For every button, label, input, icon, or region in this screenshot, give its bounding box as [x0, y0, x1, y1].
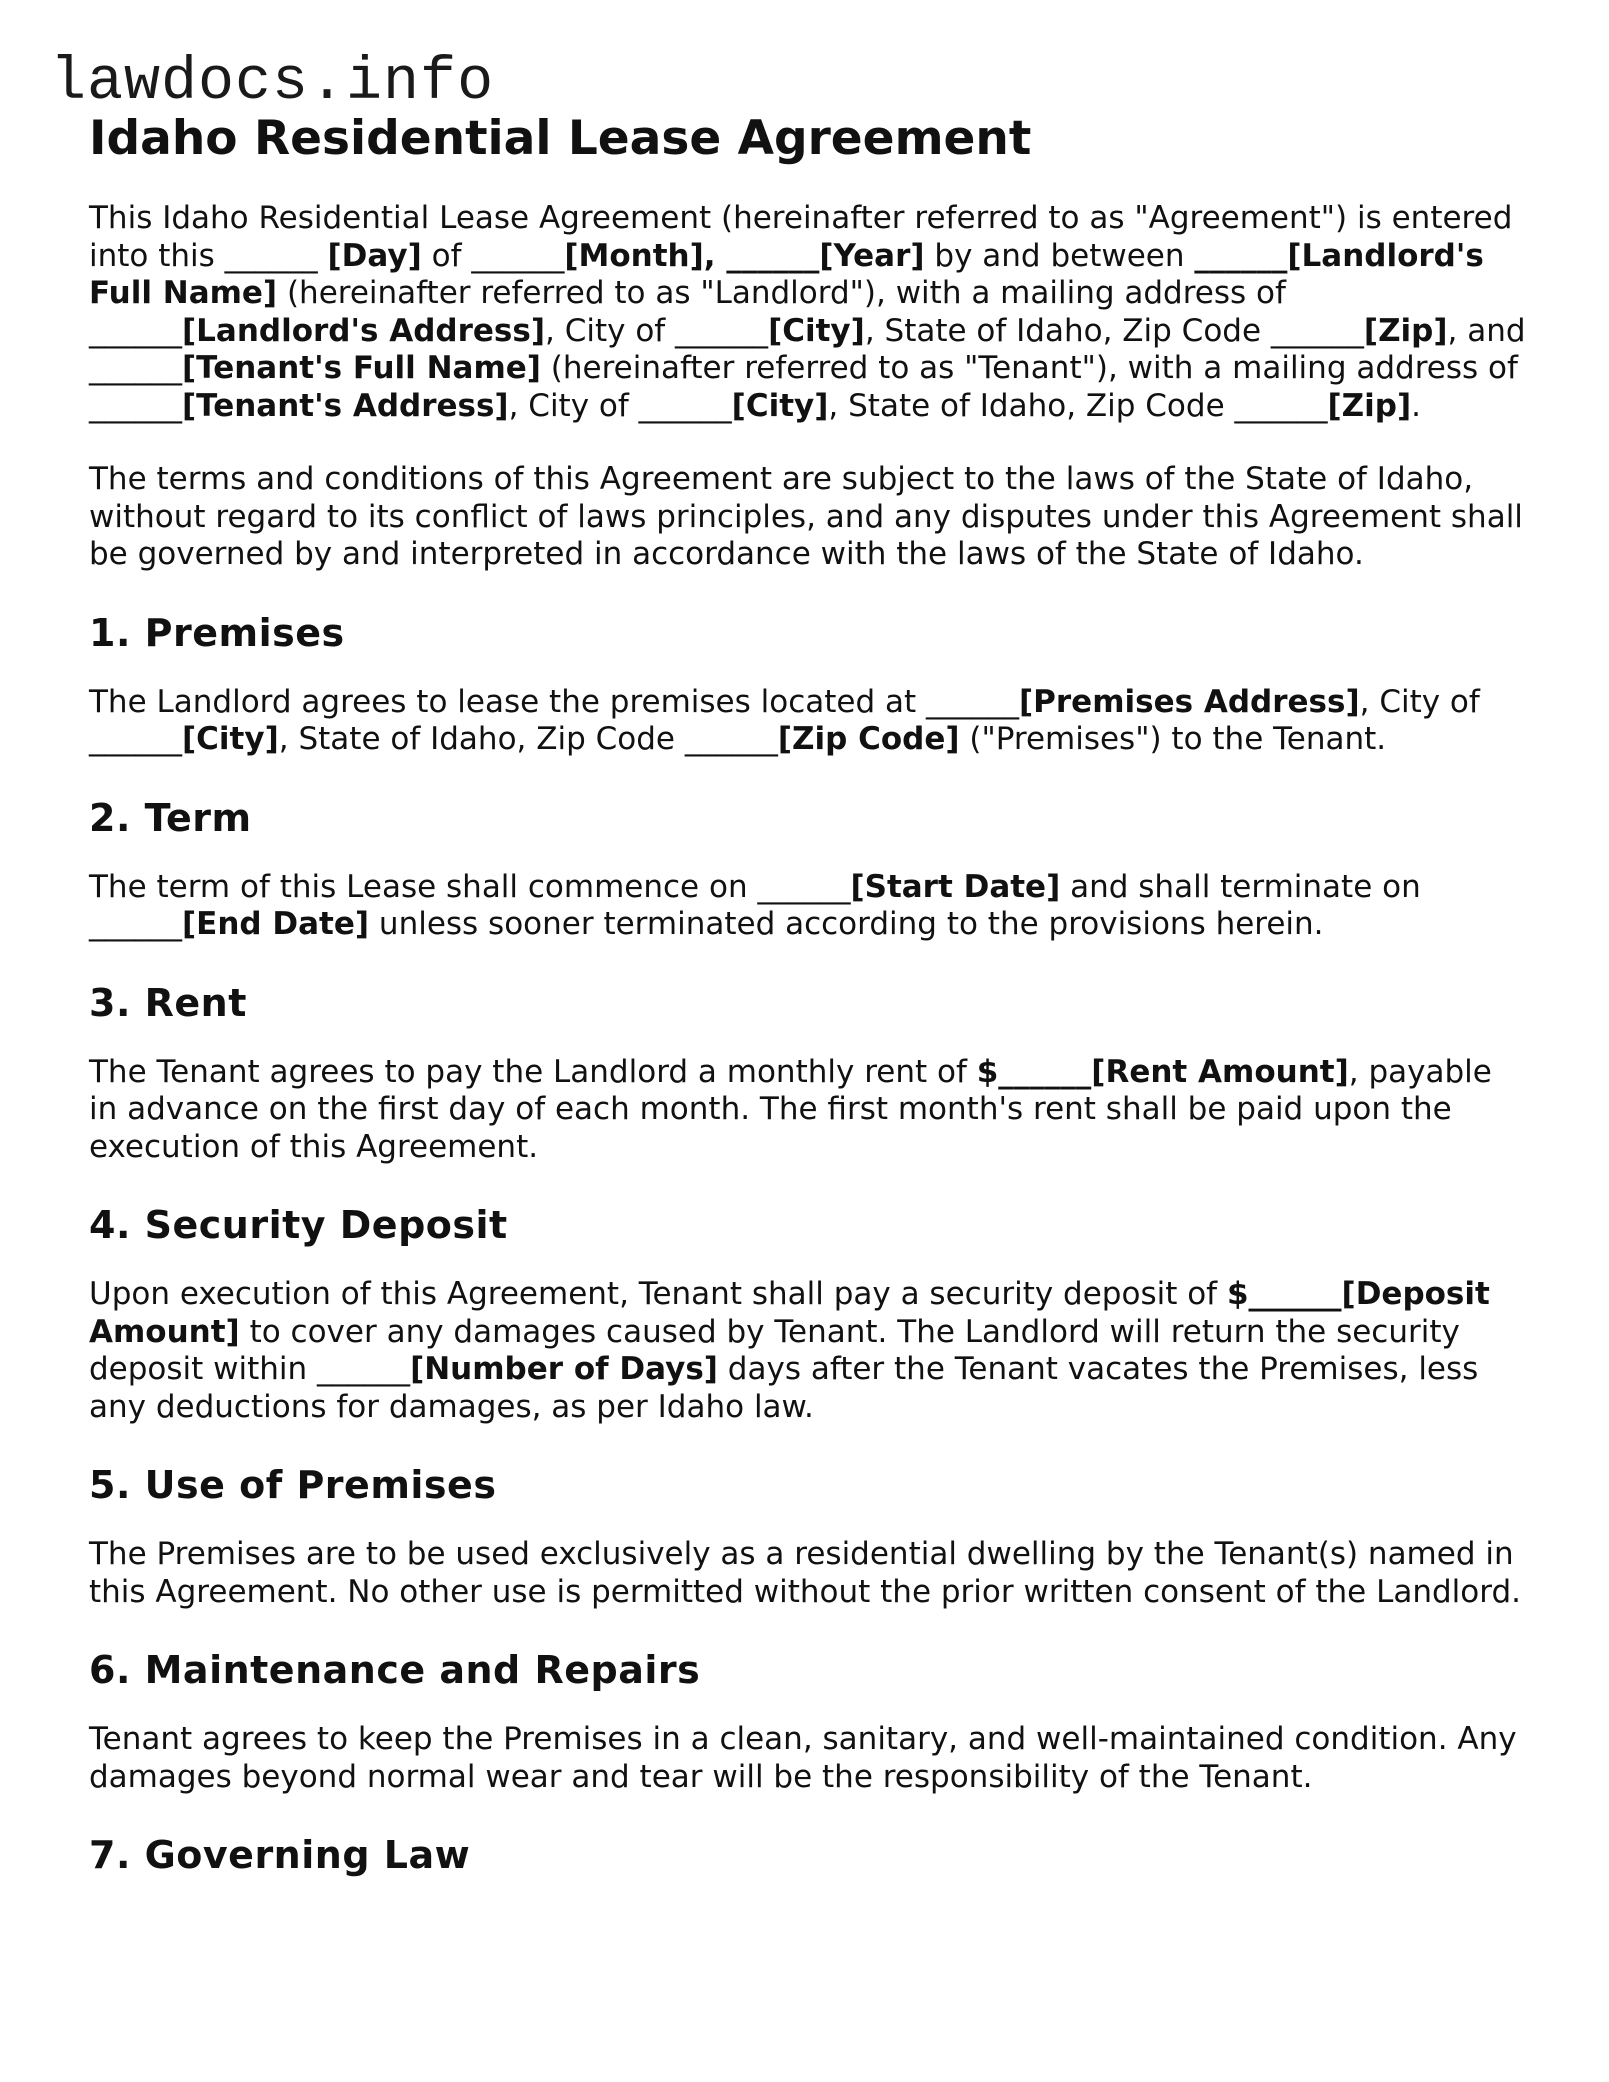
placeholder-field: [End Date] [182, 906, 370, 942]
body-text: Tenant agrees to keep the Premises in a clean, sanitary, and well-maintained condition. Any damages beyond normal wear and tear will be the responsibility of the Tenant. [89, 1721, 1517, 1795]
section-body [89, 684, 1529, 759]
body-text: This Idaho Residential Lease Agreement (hereinafter referred to as "Agreement") is entered into this ______ [89, 200, 1513, 274]
intro-paragraph [89, 200, 1529, 425]
body-text: unless sooner terminated according to the provisions herein. [369, 906, 1324, 942]
body-text: , State of Idaho, Zip Code ______ [278, 721, 778, 757]
document-body [89, 108, 1529, 1906]
placeholder-field: [Number of Days] [410, 1351, 718, 1387]
body-text: of ______ [421, 237, 565, 274]
placeholder-field: [Day] [327, 237, 422, 274]
governing-paragraph [89, 461, 1529, 574]
section-heading: 1. Premises [89, 610, 345, 655]
section-heading: 4. Security Deposit [89, 1203, 508, 1247]
body-text: , City of ______ [89, 683, 1480, 757]
section-heading: 6. Maintenance and Repairs [89, 1648, 701, 1692]
body-text: (hereinafter referred to as "Tenant"), with a mailing address of ______ [89, 350, 1518, 424]
placeholder-field: [Tenant's Address] [182, 387, 509, 424]
placeholder-field: [Landlord's Address] [182, 312, 545, 349]
body-text: to cover any damages caused by Tenant. The Landlord will return the security deposit within ______ [89, 1313, 1460, 1387]
placeholder-field: [Premises Address] [1019, 683, 1360, 720]
body-text: , City of ______ [508, 387, 732, 424]
body-text: , City of ______ [545, 312, 769, 349]
body-text: The Premises are to be used exclusively as a residential dwelling by the Tenant(s) named in this Agreement. No other use is permitted without the prior written consent of the Landlord. [89, 1536, 1521, 1610]
placeholder-field: [Tenant's Full Name] [182, 350, 541, 386]
placeholder-field: [Start Date] [850, 868, 1061, 905]
body-text: Upon execution of this Agreement, Tenant shall pay a security deposit of [89, 1276, 1227, 1312]
section-heading: 5. Use of Premises [89, 1463, 497, 1507]
body-text: The terms and conditions of this Agreement are subject to the laws of the State of Idaho, without regard to its conflict of laws principles, and any disputes under this Agreement shall be governed by and interpreted in accordance with the laws of the State of Idaho. [89, 461, 1523, 572]
body-text: and shall terminate on ______ [89, 868, 1421, 942]
section-body [89, 869, 1529, 944]
placeholder-field: [Zip] [1327, 387, 1412, 424]
placeholder-field: $______[Deposit Amount] [89, 1276, 1490, 1350]
section-body [89, 1536, 1529, 1611]
body-text: The Landlord agrees to lease the premises located at ______ [89, 683, 1019, 720]
section-body [89, 1721, 1529, 1796]
section-body [89, 1276, 1529, 1426]
section-heading: 7. Governing Law [89, 1833, 471, 1877]
body-text: ("Premises") to the Tenant. [959, 721, 1387, 757]
body-text: , State of Idaho, Zip Code ______ [828, 387, 1328, 424]
body-text: , and ______ [89, 312, 1526, 386]
placeholder-field: [Month], ______[Year] [564, 237, 925, 274]
body-text: days after the Tenant vacates the Premises, less any deductions for damages, as per Idaho law. [89, 1351, 1479, 1425]
placeholder-field: ______[Landlord's Full Name] [89, 237, 1484, 311]
section-body [89, 1054, 1529, 1167]
watermark-logo: lawdocs.info [50, 49, 495, 117]
body-text: , payable in advance on the first day of each month. The first month's rent shall be paid upon the execution of this Agreement. [89, 1053, 1492, 1165]
placeholder-field: $______[Rent Amount] [976, 1053, 1349, 1090]
placeholder-field: [Zip] [1363, 312, 1448, 349]
body-text: (hereinafter referred to as "Landlord"), with a mailing address of ______ [89, 275, 1286, 349]
placeholder-field: [City] [731, 387, 829, 424]
body-text: , State of Idaho, Zip Code ______ [864, 312, 1364, 349]
body-text: The term of this Lease shall commence on ______ [89, 868, 851, 905]
placeholder-field: [City] [182, 721, 279, 757]
body-text: . [1411, 387, 1421, 424]
section-heading: 3. Rent [89, 980, 247, 1025]
placeholder-field: [Zip Code] [777, 721, 960, 757]
section-heading: 2. Term [89, 795, 252, 840]
page-title: Idaho Residential Lease Agreement [89, 111, 1032, 166]
body-text: by and between [924, 237, 1195, 274]
body-text: The Tenant agrees to pay the Landlord a monthly rent of [89, 1053, 977, 1090]
placeholder-field: [City] [768, 312, 865, 349]
